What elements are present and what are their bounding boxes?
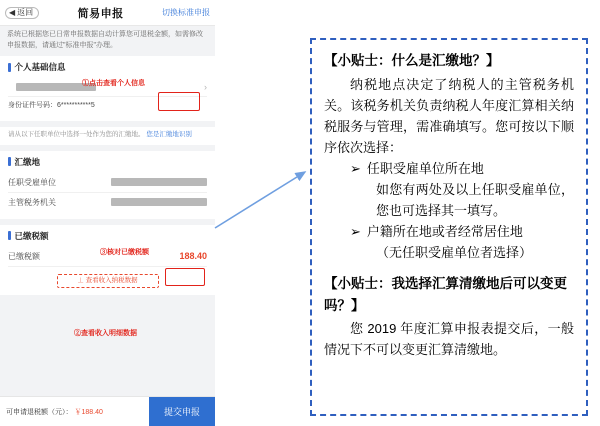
annotation-step-3: ③核对已缴税额	[100, 249, 149, 256]
tip-paragraph: 您 2019 年度汇算申报表提交后，一般情况下不可以变更汇算清缴地。	[324, 321, 574, 358]
back-button-label: 返回	[17, 7, 34, 17]
tip-bullet-text: 任职受雇单位所在地	[366, 160, 484, 176]
redacted-value	[111, 198, 207, 206]
remit-hint	[0, 127, 215, 145]
bottom-action-bar	[0, 396, 215, 426]
view-income-data-button[interactable]: ⊥ 查看收入纳税数据	[57, 274, 159, 288]
tip-bullet	[324, 158, 574, 179]
page-title: 简易申报	[77, 7, 124, 20]
table-row[interactable]	[8, 193, 207, 212]
remit-row-label: 任职受雇单位	[8, 177, 56, 187]
back-button[interactable]	[5, 7, 39, 19]
personal-info-title-label: 个人基础信息	[14, 62, 66, 72]
paid-tax-title	[8, 230, 207, 242]
id-number-value: 6***********5	[57, 101, 95, 109]
remit-hint-text: 请从以下任职单位中选择一处作为您的汇缴地。	[8, 131, 145, 138]
title-accent-bar	[8, 231, 11, 240]
left-chevron-icon: ◀	[9, 7, 16, 17]
switch-to-standard-link[interactable]: 切换标准申报	[162, 8, 210, 17]
annotation-step-1: ①点击查看个人信息	[82, 80, 145, 87]
highlight-box-personal	[158, 92, 200, 111]
tip-bullet-text: 户籍所在地或者经常居住地	[366, 223, 523, 239]
tip-paragraph: 纳税地点决定了纳税人的主管税务机关。该税务机关负责纳税人年度汇算相关纳税服务与管理，需准确填写。您可按以下顺序依次选择：	[324, 76, 574, 155]
mobile-app-panel	[0, 0, 215, 426]
paid-tax-label: 已缴税额	[8, 251, 40, 261]
bullet-arrow-icon: ➢	[350, 160, 361, 176]
highlight-box-amount	[165, 268, 205, 286]
paid-tax-title-label: 已缴税额	[14, 230, 49, 241]
refund-summary	[6, 407, 103, 417]
refund-label: 可申请退税额（元）：	[6, 408, 73, 416]
tip-heading: 【小贴士：我选择汇算清缴地后可以变更吗？】	[324, 276, 567, 313]
personal-info-card	[0, 56, 215, 121]
paid-tax-amount: 188.40	[179, 251, 207, 262]
annotation-step-2: ②查看收入明细数据	[74, 330, 137, 337]
remit-row-label: 主管税务机关	[8, 197, 56, 207]
spacer	[324, 263, 574, 273]
app-header	[0, 0, 215, 26]
refund-amount: ￥188.40	[74, 408, 103, 416]
bullet-arrow-icon: ➢	[350, 223, 361, 239]
personal-info-title	[8, 61, 207, 73]
remit-title	[8, 156, 207, 168]
tip-bullet-sub: 如您有两处及以上任职受雇单位，您也可选择其一填写。	[376, 181, 574, 218]
tips-panel	[310, 38, 588, 416]
remit-card	[0, 151, 215, 219]
remit-hint-link[interactable]: 您是汇缴地识别	[146, 131, 192, 138]
redacted-value	[111, 178, 207, 186]
tip-bullet-sub: （无任职受雇单位者选择）	[376, 244, 533, 260]
title-accent-bar	[8, 63, 11, 72]
table-row[interactable]	[8, 173, 207, 193]
id-number-label: 身份证件号码：	[8, 102, 57, 109]
notice-text: 系统已根据您已日常申报数据自动计算您可退税金额，如需修改申报数据，请通过"标准申报"办理。	[0, 26, 215, 56]
title-accent-bar	[8, 157, 11, 166]
chevron-right-icon[interactable]: ›	[204, 82, 207, 92]
remit-title-label: 汇缴地	[14, 156, 41, 167]
tip-heading: 【小贴士：什么是汇缴地？】	[324, 53, 500, 68]
tip-bullet	[324, 221, 574, 242]
submit-declaration-button[interactable]: 提交申报	[149, 397, 215, 426]
